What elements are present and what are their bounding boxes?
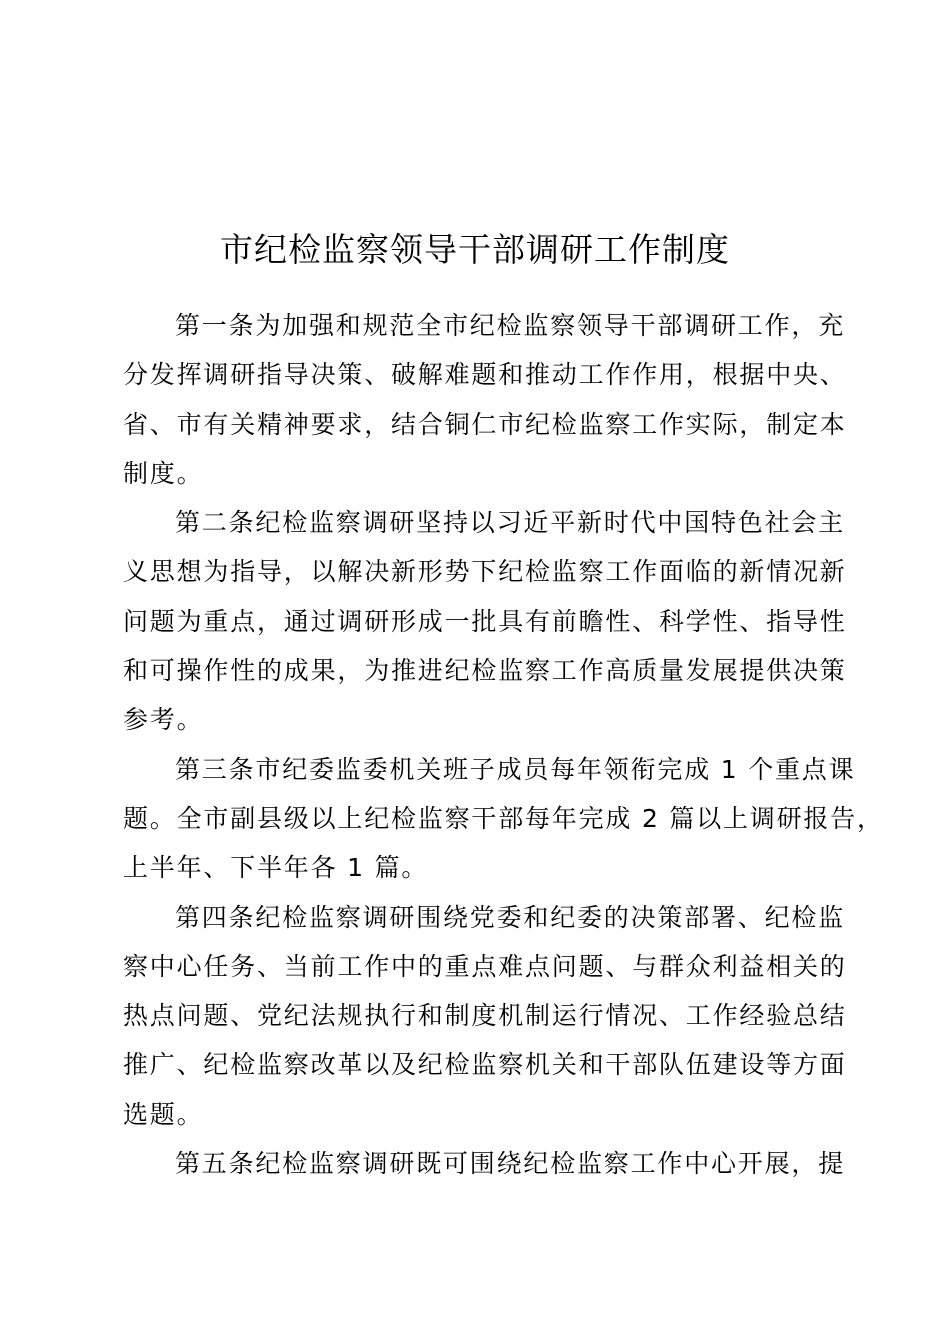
text-line: 义思想为指导，以解决新形势下纪检监察工作面临的新情况新 [123, 557, 847, 587]
text-line: 制度。 [123, 458, 204, 488]
text-line: 问题为重点，通过调研形成一批具有前瞻性、科学性、指导性 [123, 606, 847, 636]
text-line: 推广、纪检监察改革以及纪检监察机关和干部队伍建设等方面 [123, 1050, 847, 1080]
text-line: 分发挥调研指导决策、破解难题和推动工作作用，根据中央、 [123, 360, 847, 390]
text-line: 题。全市副县级以上纪检监察干部每年完成 2 篇以上调研报告， [123, 803, 884, 833]
article-4-paragraph [123, 893, 847, 1139]
text-line: 上半年、下半年各 1 篇。 [123, 853, 429, 883]
text-line: 热点问题、党纪法规执行和制度机制运行情况、工作经验总结 [123, 1001, 847, 1031]
text-line: 第二条纪检监察调研坚持以习近平新时代中国特色社会主 [175, 508, 846, 538]
text-line: 第五条纪检监察调研既可围绕纪检监察工作中心开展，提 [175, 1149, 846, 1179]
article-5-paragraph [123, 1139, 846, 1188]
document-body [123, 301, 884, 1188]
article-1-paragraph [123, 301, 847, 498]
text-line: 第四条纪检监察调研围绕党委和纪委的决策部署、纪检监 [175, 902, 846, 932]
article-3-paragraph [123, 745, 884, 893]
text-line: 第三条市纪委监委机关班子成员每年领衔完成 1 个重点课 [175, 754, 856, 784]
article-2-paragraph [123, 498, 847, 744]
text-line: 参考。 [123, 705, 204, 735]
text-line: 第一条为加强和规范全市纪检监察领导干部调研工作，充 [175, 311, 846, 340]
text-line: 选题。 [123, 1099, 204, 1129]
text-line: 和可操作性的成果，为推进纪检监察工作高质量发展提供决策 [123, 656, 847, 686]
document-title: 市纪检监察领导干部调研工作制度 [220, 230, 730, 269]
text-line: 省、市有关精神要求，结合铜仁市纪检监察工作实际，制定本 [123, 409, 847, 439]
text-line: 察中心任务、当前工作中的重点难点问题、与群众利益相关的 [123, 951, 847, 981]
